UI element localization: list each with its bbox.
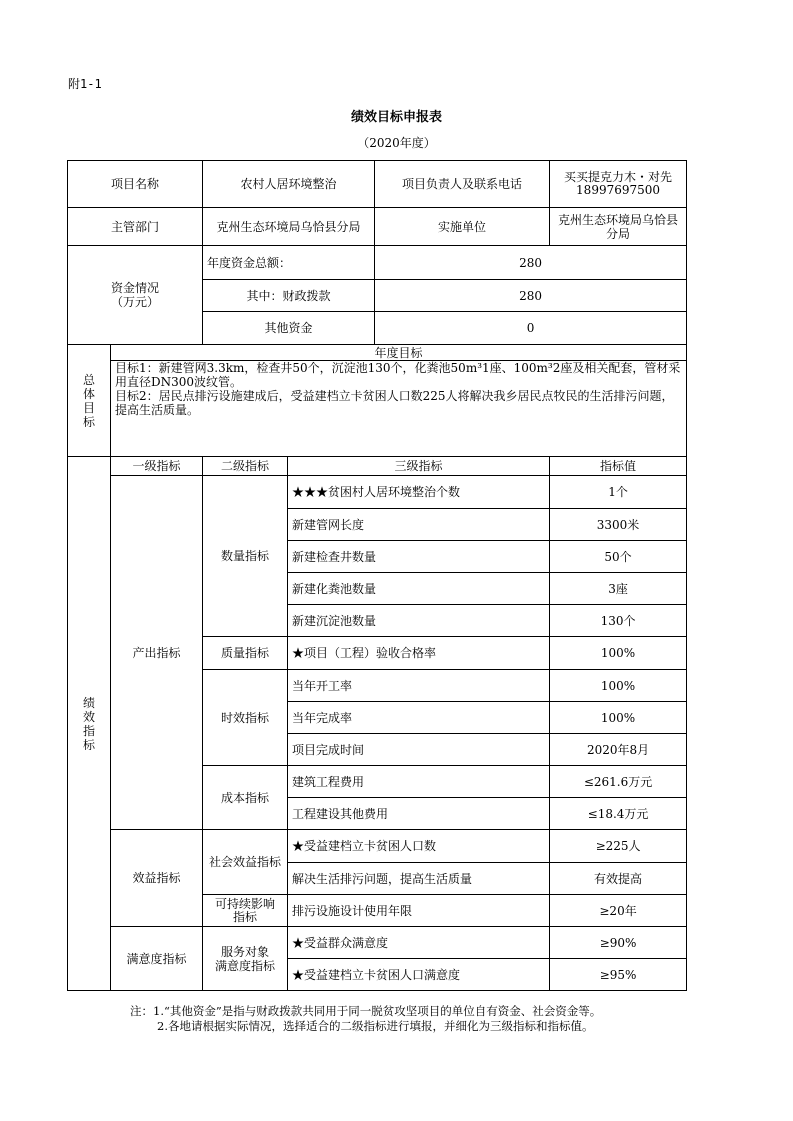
indicator-name: 新建管网长度 bbox=[288, 509, 550, 541]
indicator-name: 新建化粪池数量 bbox=[288, 573, 550, 605]
funds-other-label: 其他资金 bbox=[203, 312, 375, 345]
header-level2: 二级指标 bbox=[203, 457, 288, 476]
form-year: （2020年度） bbox=[357, 136, 436, 150]
indicator-value: 100% bbox=[550, 637, 687, 670]
attachment-label: 附1-1 bbox=[68, 77, 102, 91]
funds-label bbox=[68, 246, 203, 345]
level2-timeliness: 时效指标 bbox=[203, 670, 288, 766]
side-char: 标 bbox=[82, 737, 95, 752]
funds-label-line2: （万元） bbox=[111, 295, 160, 309]
funds-fiscal-value: 280 bbox=[375, 280, 687, 312]
indicator-value: 有效提高 bbox=[550, 863, 687, 895]
side-char: 绩 bbox=[82, 695, 95, 710]
side-char: 目 bbox=[82, 400, 95, 415]
indicator-value: 3座 bbox=[550, 573, 687, 605]
indicator-name: ★受益群众满意度 bbox=[288, 927, 550, 959]
sustain-line1: 可持续影响 bbox=[215, 896, 276, 911]
indicator-value: ≤261.6万元 bbox=[550, 766, 687, 798]
side-char: 总 bbox=[82, 372, 95, 387]
level2-quality: 质量指标 bbox=[203, 637, 288, 670]
goal-1: 目标1：新建管网3.3km，检查井50个，沉淀池130个，化粪池50m³1座、100m³2座及相关配套，管材采用直径DN300波纹管。 bbox=[115, 361, 681, 389]
project-name-value: 农村人居环境整治 bbox=[203, 161, 375, 208]
indicator-value: ≥20年 bbox=[550, 895, 687, 927]
header-value: 指标值 bbox=[550, 457, 687, 476]
indicator-name: 新建沉淀池数量 bbox=[288, 605, 550, 637]
note-2: 2.各地请根据实际情况，选择适合的二级指标进行填报，并细化为三级指标和指标值。 bbox=[157, 1019, 594, 1033]
project-leader-value bbox=[550, 161, 687, 208]
indicator-name: 当年开工率 bbox=[288, 670, 550, 702]
funds-total-label: 年度资金总额： bbox=[203, 246, 375, 280]
header-level1: 一级指标 bbox=[111, 457, 203, 476]
annual-goal-text bbox=[111, 361, 687, 457]
satisfy-line2: 满意度指标 bbox=[215, 958, 276, 973]
side-char: 效 bbox=[82, 709, 95, 724]
dept-label: 主管部门 bbox=[68, 208, 203, 246]
level2-social-benefit: 社会效益指标 bbox=[203, 830, 288, 895]
leader-name: 买买提克力木・对先 bbox=[564, 170, 673, 184]
leader-phone: 18997697500 bbox=[576, 183, 661, 197]
funds-label-line1: 资金情况 bbox=[111, 281, 160, 295]
form-title: 绩效目标申报表 bbox=[350, 110, 442, 125]
goal-2: 目标2：居民点排污设施建成后，受益建档立卡贫困人口数225人将解决我乡居民点牧民的生活排污问题，提高生活质量。 bbox=[115, 389, 674, 417]
indicator-name: 解决生活排污问题，提高生活质量 bbox=[288, 863, 550, 895]
level2-service-satisfaction bbox=[203, 927, 288, 991]
indicator-name: ★★★贫困村人居环境整治个数 bbox=[288, 476, 550, 509]
funds-other-value: 0 bbox=[375, 312, 687, 345]
performance-target-table bbox=[67, 160, 687, 991]
level2-sustainability bbox=[203, 895, 288, 927]
indicator-value: 100% bbox=[550, 670, 687, 702]
side-char: 标 bbox=[82, 414, 95, 429]
indicators-side-label bbox=[68, 457, 111, 991]
side-char: 体 bbox=[82, 386, 95, 401]
project-name-label: 项目名称 bbox=[68, 161, 203, 208]
indicator-name: ★受益建档立卡贫困人口数 bbox=[288, 830, 550, 863]
impl-unit-value: 克州生态环境局乌恰县分局 bbox=[550, 208, 687, 246]
project-leader-label: 项目负责人及联系电话 bbox=[375, 161, 550, 208]
indicator-value: 50个 bbox=[550, 541, 687, 573]
indicator-value: ≥95% bbox=[550, 959, 687, 991]
indicator-name: 工程建设其他费用 bbox=[288, 798, 550, 830]
indicator-name: 新建检查井数量 bbox=[288, 541, 550, 573]
indicator-value: ≥90% bbox=[550, 927, 687, 959]
indicator-value: ≥225人 bbox=[550, 830, 687, 863]
impl-unit-label: 实施单位 bbox=[375, 208, 550, 246]
dept-value: 克州生态环境局乌恰县分局 bbox=[203, 208, 375, 246]
overall-goal-side-label bbox=[68, 345, 111, 457]
indicator-value: 1个 bbox=[550, 476, 687, 509]
level1-satisfaction: 满意度指标 bbox=[111, 927, 203, 991]
indicator-name: 当年完成率 bbox=[288, 702, 550, 734]
indicator-name: 项目完成时间 bbox=[288, 734, 550, 766]
sustain-line2: 指标 bbox=[233, 909, 258, 924]
level2-quantity: 数量指标 bbox=[203, 476, 288, 637]
indicator-value: 130个 bbox=[550, 605, 687, 637]
indicator-value: 2020年8月 bbox=[550, 734, 687, 766]
indicator-name: ★受益建档立卡贫困人口满意度 bbox=[288, 959, 550, 991]
level1-output: 产出指标 bbox=[111, 476, 203, 830]
indicator-name: 建筑工程费用 bbox=[288, 766, 550, 798]
indicator-name: ★项目（工程）验收合格率 bbox=[288, 637, 550, 670]
side-char: 指 bbox=[82, 723, 95, 738]
level1-benefit: 效益指标 bbox=[111, 830, 203, 927]
note-1: 注：1.“其他资金”是指与财政拨款共同用于同一脱贫攻坚项目的单位自有资金、社会资金等。 bbox=[130, 1004, 602, 1018]
indicator-value: 100% bbox=[550, 702, 687, 734]
level2-cost: 成本指标 bbox=[203, 766, 288, 830]
satisfy-line1: 服务对象 bbox=[221, 944, 270, 959]
funds-total-value: 280 bbox=[375, 246, 687, 280]
header-level3: 三级指标 bbox=[288, 457, 550, 476]
indicator-value: 3300米 bbox=[550, 509, 687, 541]
annual-goal-header: 年度目标 bbox=[111, 345, 687, 361]
indicator-name: 排污设施设计使用年限 bbox=[288, 895, 550, 927]
indicator-value: ≤18.4万元 bbox=[550, 798, 687, 830]
footnotes bbox=[130, 1004, 601, 1034]
funds-fiscal-label: 其中：财政拨款 bbox=[203, 280, 375, 312]
